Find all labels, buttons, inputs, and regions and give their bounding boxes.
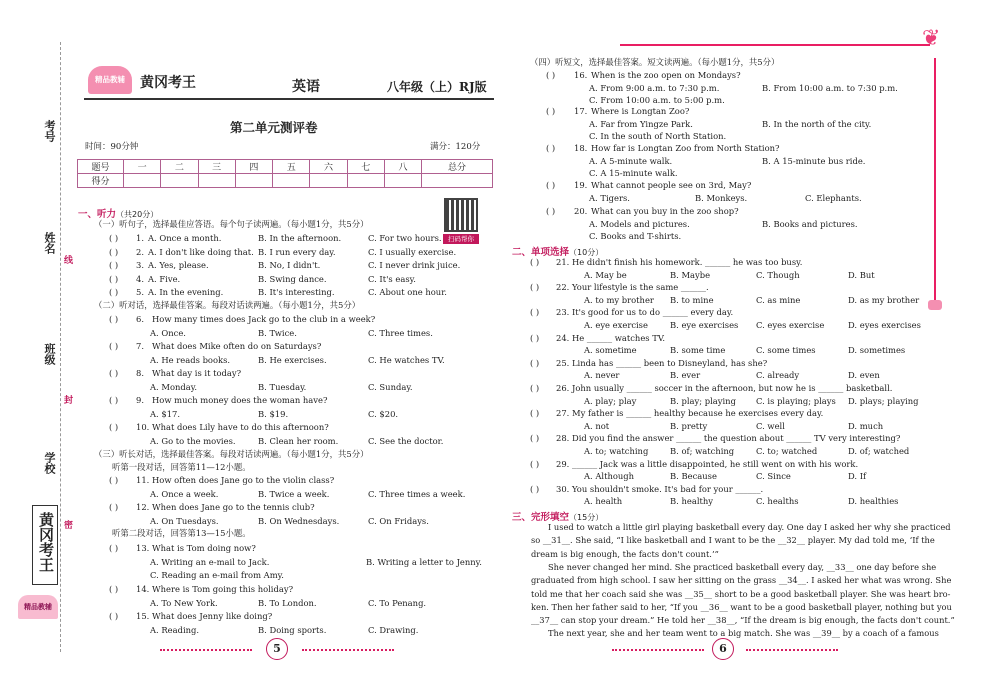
score-cell: 五 bbox=[273, 160, 310, 174]
option-c[interactable]: C. From 10:00 a.m. to 5:00 p.m. bbox=[589, 95, 725, 105]
score-input[interactable] bbox=[310, 174, 347, 188]
option-a[interactable]: A. May be bbox=[584, 269, 627, 280]
option-d[interactable]: D. plays; playing bbox=[848, 395, 919, 406]
option-b[interactable]: B. To London. bbox=[258, 597, 317, 608]
question-number: 6. bbox=[136, 314, 144, 324]
option-c[interactable]: C. well bbox=[756, 420, 785, 431]
question-number: 24. bbox=[556, 332, 570, 343]
score-cell: 四 bbox=[235, 160, 272, 174]
option-b[interactable]: B. Clean her room. bbox=[258, 435, 339, 446]
option-d[interactable]: D. sometimes bbox=[848, 345, 906, 356]
option-b[interactable]: B. Writing a letter to Jenny. bbox=[366, 556, 482, 567]
option-d[interactable]: D. If bbox=[848, 471, 867, 482]
option-a[interactable]: A. Although bbox=[584, 471, 635, 482]
question-number: 15. bbox=[136, 611, 150, 621]
answer-paren[interactable]: ( ) bbox=[546, 70, 556, 80]
option-d[interactable]: D. healthies bbox=[848, 496, 899, 507]
answer-paren[interactable]: ( ) bbox=[109, 273, 119, 284]
option-a[interactable]: A. Once a week. bbox=[150, 488, 219, 499]
option-a[interactable]: A. play; play bbox=[584, 395, 637, 406]
header-rule bbox=[84, 98, 494, 100]
qr-code[interactable] bbox=[444, 198, 478, 232]
option-c[interactable]: C. A 15-minute walk. bbox=[589, 168, 678, 178]
option-b[interactable]: B. play; playing bbox=[670, 395, 736, 406]
score-cell: 一 bbox=[124, 160, 161, 174]
score-cell: 六 bbox=[310, 160, 347, 174]
question-text: How far is Longtan Zoo from North Station? bbox=[591, 143, 780, 153]
option-b[interactable]: B. Maybe bbox=[670, 269, 711, 280]
option-b[interactable]: B. In the afternoon. bbox=[258, 233, 342, 243]
score-table-row-header bbox=[78, 160, 493, 174]
score-input[interactable] bbox=[422, 174, 493, 188]
question-number: 30. bbox=[556, 483, 570, 494]
answer-paren[interactable]: ( ) bbox=[530, 408, 540, 419]
answer-paren[interactable]: ( ) bbox=[109, 422, 119, 432]
option-a[interactable]: A. sometime bbox=[584, 345, 637, 356]
section3-title: 三、完形填空（15分） bbox=[512, 512, 604, 523]
cloze-line: She never changed her mind. She practiced basketball every day, __33__ one day before she bbox=[548, 561, 937, 572]
cloze-line: told me that her coach said she was __35__ short to be a good basketball player. She was heart bro- bbox=[531, 588, 951, 599]
sidebar-feng: 封 bbox=[62, 395, 72, 404]
option-d[interactable]: D. of; watched bbox=[848, 446, 910, 456]
section2-title: 二、单项选择（10分） bbox=[512, 247, 604, 258]
option-c[interactable]: C. Sunday. bbox=[368, 381, 413, 392]
question-number: 20. bbox=[574, 206, 588, 216]
section1-part3: （三）听长对话，选择最佳答案。每段对话读两遍。（每小题1分，共5分） bbox=[94, 449, 369, 459]
question-number: 1. bbox=[136, 233, 144, 243]
score-cell: 三 bbox=[198, 160, 235, 174]
question-text: It's good for us to do ______ every day. bbox=[572, 307, 734, 318]
question-number: 19. bbox=[574, 180, 588, 190]
answer-paren[interactable]: ( ) bbox=[109, 395, 119, 405]
question-number: 11. bbox=[136, 475, 150, 485]
question-number: 21. bbox=[556, 257, 570, 267]
question-number: 26. bbox=[556, 383, 570, 393]
answer-paren[interactable]: ( ) bbox=[530, 307, 540, 318]
question-text: How much money does the woman have? bbox=[152, 395, 328, 405]
question-text: What is Tom doing now? bbox=[152, 543, 256, 553]
score-cell: 二 bbox=[161, 160, 198, 174]
question-number: 4. bbox=[136, 273, 144, 284]
cloze-line: I used to watch a little girl playing basketball every day. One day I asked her why she practiced bbox=[548, 522, 951, 532]
score-table-row-score bbox=[78, 174, 493, 188]
option-b[interactable]: B. Books and pictures. bbox=[762, 218, 858, 229]
option-a[interactable]: A. eye exercise bbox=[584, 320, 648, 330]
sidebar-banji: 班级 bbox=[43, 343, 56, 365]
score-input[interactable] bbox=[273, 174, 310, 188]
question-number: 18. bbox=[574, 143, 588, 153]
ribbon-icon bbox=[928, 300, 942, 310]
option-a[interactable]: A. On Tuesdays. bbox=[150, 515, 219, 526]
cloze-line: dream is big enough, the facts don't count.’” bbox=[531, 548, 719, 559]
part4-title: （四）听短文，选择最佳答案。短文读两遍。（每小题1分，共5分） bbox=[530, 57, 780, 67]
answer-paren[interactable]: ( ) bbox=[109, 341, 119, 351]
question-number: 7. bbox=[136, 341, 144, 351]
question-number: 8. bbox=[136, 368, 144, 378]
cloze-line: so __31__. She said, “I like basketball and I want to be the __32__ player. My dad told me, ‘If the bbox=[531, 535, 935, 546]
option-a[interactable]: A. Monday. bbox=[150, 381, 198, 392]
question-text: He ______ watches TV. bbox=[572, 332, 666, 343]
option-b[interactable]: B. eye exercises bbox=[670, 320, 739, 330]
question-number: 10. bbox=[136, 422, 150, 432]
option-c[interactable]: C. to; watched bbox=[756, 446, 818, 456]
option-c[interactable]: C. He watches TV. bbox=[368, 354, 445, 365]
answer-paren[interactable]: ( ) bbox=[109, 260, 119, 271]
option-c[interactable]: C. It's easy. bbox=[368, 273, 416, 284]
score-input[interactable] bbox=[124, 174, 161, 188]
option-c[interactable]: C. some times bbox=[756, 345, 816, 356]
option-a[interactable]: A. Tigers. bbox=[589, 192, 630, 203]
answer-paren[interactable]: ( ) bbox=[109, 314, 119, 324]
option-a[interactable]: A. Models and pictures. bbox=[589, 218, 690, 229]
question-text: What can you buy in the zoo shop? bbox=[591, 206, 739, 216]
option-d[interactable]: D. eyes exercises bbox=[848, 320, 921, 330]
section1-title: 一、听力（共20分） bbox=[78, 209, 159, 220]
question-number: 27. bbox=[556, 408, 570, 419]
page-number-right: 6 bbox=[712, 638, 734, 660]
answer-paren[interactable]: ( ) bbox=[109, 287, 119, 298]
option-c[interactable]: C. is playing; plays bbox=[756, 395, 836, 406]
option-b[interactable]: B. Twice a week. bbox=[258, 488, 330, 499]
answer-paren[interactable]: ( ) bbox=[546, 143, 556, 153]
answer-paren[interactable]: ( ) bbox=[109, 502, 119, 512]
option-b[interactable]: B. pretty bbox=[670, 420, 708, 431]
answer-paren[interactable]: ( ) bbox=[530, 483, 540, 494]
answer-paren[interactable]: ( ) bbox=[530, 357, 540, 368]
section1-part2: （二）听对话，选择最佳答案。每段对话读两遍。（每小题1分，共5分） bbox=[94, 300, 361, 310]
question-text: Where is Tom going this holiday? bbox=[152, 584, 294, 594]
question-text: How often does Jane go to the violin class? bbox=[152, 475, 335, 485]
score-input[interactable] bbox=[198, 174, 235, 188]
footer-dots-left bbox=[160, 649, 252, 651]
option-c[interactable]: C. healths bbox=[756, 496, 799, 507]
question-text: Where is Longtan Zoo? bbox=[591, 106, 690, 116]
question-number: 16. bbox=[574, 70, 588, 80]
exam-time: 时间：90分钟 bbox=[85, 142, 139, 152]
option-b[interactable]: B. Tuesday. bbox=[258, 381, 307, 392]
question-text: When is the zoo open on Mondays? bbox=[591, 70, 741, 80]
answer-paren[interactable]: ( ) bbox=[109, 233, 119, 243]
answer-paren[interactable]: ( ) bbox=[109, 611, 119, 621]
option-c[interactable]: C. Three times. bbox=[368, 327, 433, 338]
option-a[interactable]: A. never bbox=[584, 370, 620, 381]
option-b[interactable]: B. $19. bbox=[258, 408, 289, 419]
section1-intro2: 听第二段对话，回答第13—15小题。 bbox=[112, 528, 251, 538]
option-b[interactable]: B. Doing sports. bbox=[258, 624, 327, 635]
option-a[interactable]: A. to my brother bbox=[584, 294, 654, 305]
score-cell: 总分 bbox=[422, 160, 493, 174]
question-text: You shouldn't smoke. It's bad for your ______. bbox=[572, 483, 764, 494]
option-c[interactable]: C. For two hours. bbox=[368, 233, 442, 243]
option-c[interactable]: C. I usually exercise. bbox=[368, 246, 457, 257]
page-title: 第二单元测评卷 bbox=[230, 120, 318, 135]
question-number: 13. bbox=[136, 543, 150, 553]
option-b[interactable]: B. Because bbox=[670, 471, 717, 482]
score-input[interactable] bbox=[347, 174, 384, 188]
option-d[interactable]: D. much bbox=[848, 420, 884, 431]
option-b[interactable]: B. From 10:00 a.m. to 7:30 p.m. bbox=[762, 82, 898, 93]
option-a[interactable]: A. Go to the movies. bbox=[150, 435, 236, 446]
option-c[interactable]: C. Three times a week. bbox=[368, 488, 466, 499]
option-c[interactable]: C. About one hour. bbox=[368, 287, 447, 298]
option-d[interactable]: D. even bbox=[848, 370, 880, 381]
question-number: 28. bbox=[556, 433, 570, 444]
option-a[interactable]: A. Once. bbox=[150, 327, 186, 338]
answer-paren[interactable]: ( ) bbox=[109, 584, 119, 594]
option-a[interactable]: A. Yes, please. bbox=[148, 260, 209, 271]
option-c[interactable]: C. I never drink juice. bbox=[368, 260, 461, 271]
question-text: Your lifestyle is the same ______. bbox=[572, 282, 709, 293]
option-c[interactable]: C. eyes exercise bbox=[756, 320, 825, 330]
option-a[interactable]: A. not bbox=[584, 420, 610, 431]
header-logo: 精品教辅 bbox=[88, 66, 132, 94]
option-a[interactable]: A. Reading. bbox=[150, 624, 200, 635]
answer-paren[interactable]: ( ) bbox=[530, 332, 540, 343]
question-number: 3. bbox=[136, 260, 144, 271]
option-d[interactable]: D. as my brother bbox=[848, 294, 920, 305]
option-b[interactable]: B. It's interesting. bbox=[258, 287, 335, 298]
score-cell: 得分 bbox=[78, 174, 124, 188]
answer-paren[interactable]: ( ) bbox=[530, 433, 540, 444]
answer-paren[interactable]: ( ) bbox=[546, 180, 556, 190]
option-c[interactable]: C. Books and T-shirts. bbox=[589, 231, 682, 241]
score-input[interactable] bbox=[161, 174, 198, 188]
option-b[interactable]: B. healthy bbox=[670, 496, 713, 507]
answer-paren[interactable]: ( ) bbox=[109, 368, 119, 378]
option-a[interactable]: A. A 5-minute walk. bbox=[589, 155, 673, 166]
option-b[interactable]: B. ever bbox=[670, 370, 701, 381]
header-subject: 英语 bbox=[292, 79, 320, 95]
header-grade: 八年级（上）RJ版 bbox=[387, 80, 487, 94]
score-table bbox=[77, 159, 493, 188]
option-c[interactable]: C. Since bbox=[756, 471, 791, 482]
header-brand: 黄冈考王 bbox=[140, 75, 196, 91]
question-number: 12. bbox=[136, 502, 150, 512]
question-number: 14. bbox=[136, 584, 150, 594]
score-input[interactable] bbox=[235, 174, 272, 188]
option-b[interactable]: B. to mine bbox=[670, 294, 714, 305]
score-input[interactable] bbox=[384, 174, 421, 188]
footer-dots-left2 bbox=[302, 649, 394, 651]
question-text: What day is it today? bbox=[152, 368, 242, 378]
option-b[interactable]: B. Monkeys. bbox=[695, 192, 748, 203]
question-text: My father is ______ healthy because he exercises every day. bbox=[572, 408, 824, 419]
option-b[interactable]: B. A 15-minute bus ride. bbox=[762, 155, 866, 166]
right-frame-line bbox=[620, 44, 930, 46]
cloze-line: __37__ can stop your dream.” He told her __38__, “If the dream is big enough, the facts don't count.” bbox=[531, 615, 955, 626]
question-text: What does Jenny like doing? bbox=[152, 611, 273, 621]
option-a[interactable]: A. $17. bbox=[150, 408, 181, 419]
score-cell: 七 bbox=[347, 160, 384, 174]
score-cell: 八 bbox=[384, 160, 421, 174]
option-c[interactable]: C. See the doctor. bbox=[368, 435, 444, 446]
answer-paren[interactable]: ( ) bbox=[530, 383, 540, 393]
binding-line bbox=[60, 42, 61, 652]
option-c[interactable]: C. already bbox=[756, 370, 800, 381]
butterfly-icon: ❦ bbox=[922, 26, 941, 51]
sidebar-brand: 黄冈考王 bbox=[37, 512, 55, 572]
option-c[interactable]: C. In the south of North Station. bbox=[589, 131, 727, 141]
question-text: ______ Jack was a little disappointed, he still went on with his work. bbox=[572, 458, 859, 469]
answer-paren[interactable]: ( ) bbox=[530, 257, 540, 267]
sidebar-xingming: 姓名 bbox=[43, 232, 56, 254]
option-a[interactable]: A. I don't like doing that. bbox=[148, 246, 254, 257]
option-b[interactable]: B. I run every day. bbox=[258, 246, 336, 257]
option-a[interactable]: A. Far from Yingze Park. bbox=[589, 118, 693, 129]
option-c[interactable]: C. On Fridays. bbox=[368, 515, 429, 526]
sidebar-kaohao: 考号 bbox=[43, 120, 56, 142]
option-c[interactable]: C. Though bbox=[756, 269, 800, 280]
right-frame-side bbox=[934, 58, 936, 308]
answer-paren[interactable]: ( ) bbox=[109, 543, 119, 553]
option-c[interactable]: C. Elephants. bbox=[805, 192, 862, 203]
question-number: 29. bbox=[556, 458, 570, 469]
question-number: 22. bbox=[556, 282, 570, 293]
option-b[interactable]: B. some time bbox=[670, 345, 726, 356]
option-c[interactable]: C. Drawing. bbox=[368, 624, 419, 635]
question-number: 9. bbox=[136, 395, 144, 405]
cloze-line: ken. Then her father said to her, “If you __36__ want to be a good basketball player, nothing but you bbox=[531, 601, 952, 612]
answer-paren[interactable]: ( ) bbox=[530, 282, 540, 293]
question-text: How many times does Jack go to the club in a week? bbox=[152, 314, 376, 324]
option-a[interactable]: A. Five. bbox=[148, 273, 181, 284]
answer-paren[interactable]: ( ) bbox=[109, 246, 119, 257]
answer-paren[interactable]: ( ) bbox=[546, 106, 556, 116]
question-text: He didn't finish his homework. ______ he was too busy. bbox=[572, 257, 803, 267]
section1-part1: （一）听句子，选择最佳应答语。每个句子读两遍。（每小题1分，共5分） bbox=[94, 219, 369, 229]
option-c[interactable]: C. as mine bbox=[756, 294, 801, 305]
question-number: 2. bbox=[136, 246, 144, 257]
question-number: 5. bbox=[136, 287, 144, 298]
page-number-left: 5 bbox=[266, 638, 288, 660]
sidebar-xian: 线 bbox=[62, 255, 72, 264]
score-cell: 题号 bbox=[78, 160, 124, 174]
sidebar-logo: 精品教辅 bbox=[18, 595, 58, 619]
option-a[interactable]: A. To New York. bbox=[150, 597, 218, 608]
sidebar-xuexiao: 学校 bbox=[43, 452, 56, 474]
question-text: Did you find the answer ______ the question about ______ TV very interesting? bbox=[572, 433, 901, 444]
question-number: 17. bbox=[574, 106, 588, 116]
question-text: Linda has ______ been to Disneyland, has she? bbox=[572, 357, 768, 368]
question-text: What does Mike often do on Saturdays? bbox=[152, 341, 322, 351]
cloze-line: The next year, she and her team went to a big match. She was __39__ by a coach of a famous bbox=[548, 628, 939, 639]
cloze-line: graduated from high school. I saw her sitting on the grass __34__. I asked her what was wrong. She bbox=[531, 575, 952, 586]
qr-label: 扫码帮你 bbox=[443, 234, 479, 244]
question-text: What cannot people see on 3rd, May? bbox=[591, 180, 752, 190]
question-text: When does Jane go to the tennis club? bbox=[152, 502, 315, 512]
question-number: 25. bbox=[556, 357, 570, 368]
exam-total: 满分：120分 bbox=[430, 142, 481, 152]
option-a[interactable]: A. In the evening. bbox=[148, 287, 224, 298]
option-b[interactable]: B. On Wednesdays. bbox=[258, 515, 340, 526]
option-d[interactable]: D. But bbox=[848, 269, 875, 280]
answer-paren[interactable]: ( ) bbox=[530, 458, 540, 469]
sidebar-mi: 密 bbox=[62, 520, 72, 529]
question-number: 23. bbox=[556, 307, 570, 318]
option-c[interactable]: C. To Penang. bbox=[368, 597, 427, 608]
option-b[interactable]: B. Twice. bbox=[258, 327, 297, 338]
option-b[interactable]: B. of; watching bbox=[670, 446, 735, 456]
option-b[interactable]: B. In the north of the city. bbox=[762, 118, 872, 129]
option-a[interactable]: A. health bbox=[584, 496, 623, 507]
option-c[interactable]: C. Reading an e-mail from Amy. bbox=[150, 570, 284, 580]
option-a[interactable]: A. Once a month. bbox=[148, 233, 222, 243]
section1-intro1: 听第一段对话，回答第11—12小题。 bbox=[112, 462, 251, 472]
footer-dots-right2 bbox=[746, 649, 838, 651]
footer-dots-right bbox=[612, 649, 704, 651]
question-text: What does Lily have to do this afternoon? bbox=[152, 422, 329, 432]
question-text: John usually ______ soccer in the afternoon, but now he is ______ basketball. bbox=[572, 383, 893, 393]
option-b[interactable]: B. Swing dance. bbox=[258, 273, 327, 284]
option-c[interactable]: C. $20. bbox=[368, 408, 399, 419]
option-b[interactable]: B. No, I didn't. bbox=[258, 260, 321, 271]
option-a[interactable]: A. He reads books. bbox=[150, 354, 231, 365]
option-a[interactable]: A. From 9:00 a.m. to 7:30 p.m. bbox=[589, 82, 720, 93]
answer-paren[interactable]: ( ) bbox=[109, 475, 119, 485]
option-a[interactable]: A. to; watching bbox=[584, 446, 649, 456]
option-a[interactable]: A. Writing an e-mail to Jack. bbox=[150, 556, 270, 567]
option-b[interactable]: B. He exercises. bbox=[258, 354, 327, 365]
answer-paren[interactable]: ( ) bbox=[546, 206, 556, 216]
